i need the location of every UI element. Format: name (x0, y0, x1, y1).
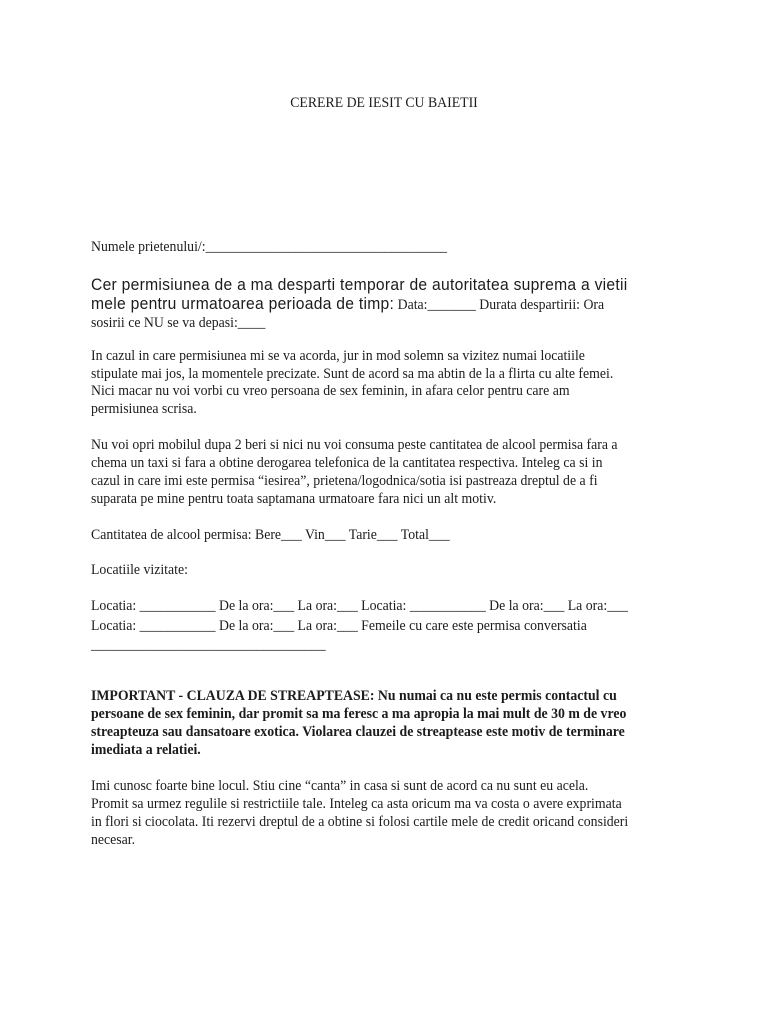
alcohol-allowance-line: Cantitatea de alcool permisa: Bere___ Vin___ Tarie___ Total___ (91, 527, 450, 543)
closing-line: Imi cunosc foarte bine locul. Stiu cine “canta” in casa si sunt de acord ca nu sunt eu acela. (91, 778, 589, 794)
streaptease-clause (91, 687, 626, 759)
oath-line: Nici macar nu voi vorbi cu vreo persoana de sex feminin, in afara celor pentru care am (91, 383, 570, 400)
clause-line: IMPORTANT - CLAUZA DE STREAPTEASE: Nu numai ca nu este permis contactul cu (91, 688, 617, 704)
friend-name-field: Numele prietenului/:___________________________________ (91, 239, 448, 255)
oath-line: In cazul in care permisiunea mi se va acorda, jur in mod solemn sa vizitez numai locatiile (91, 348, 585, 364)
clause-line: persoane de sex feminin, dar promit sa ma feresc a ma apropia la mai mult de 30 m de vreo (91, 706, 627, 722)
alcohol-allowance-section (91, 526, 450, 544)
closing-line: necesar. (91, 832, 136, 848)
permission-request-paragraph (91, 275, 628, 333)
oath-line: permisiunea scrisa. (91, 401, 197, 418)
document-body (91, 0, 661, 1024)
closing-line: Promit sa urmez regulile si restrictiile tale. Inteleg ca asta oricum ma va costa o avere exprimata (91, 796, 622, 812)
closing-line: in flori si ciocolata. Iti rezervi dreptul de a obtine si folosi cartile mele de credit oricand consideri (91, 814, 629, 830)
locations-heading: Locatiile vizitate: (91, 562, 188, 578)
request-line-2 (91, 294, 628, 313)
phone-line: chema un taxi si fara a obtine derogarea telefonica de la cantitatea respectiva. Inteleg ca si in (91, 455, 603, 471)
phone-line: Nu voi opri mobilul dupa 2 beri si nici nu voi consuma peste cantitatea de alcool permisa fara a (91, 437, 618, 453)
friend-name-section (91, 238, 447, 256)
clause-line: streapteuza sau dansatoare exotica. Violarea clauzei de streaptease este motiv de terminare (91, 724, 625, 740)
phone-line: cazul in care imi este permisa “iesirea”, prietena/logodnica/sotia isi pastreaza dreptul de a fi (91, 473, 598, 489)
request-date-duration-text: Data:_______ Durata despartirii: Ora (397, 297, 605, 313)
oath-line: stipulate mai jos, la momentele precizate. Sunt de acord sa ma abtin de la a flirta cu alte femei. (91, 365, 614, 382)
request-return-time-line: sosirii ce NU se va depasi:____ (91, 315, 266, 331)
phone-line: suparata pe mine pentru toata saptamana urmatoare fara nici un alt motiv. (91, 491, 497, 507)
clause-line: imediata a relatiei. (91, 742, 201, 758)
locations-fields (91, 597, 628, 656)
request-line-1: Cer permisiunea de a ma desparti temporar de autoritatea suprema a vietii (91, 275, 628, 294)
location-line: Locatia: ___________ De la ora:___ La ora:___ Locatia: ___________ De la ora:___ La ora:___ (91, 598, 628, 614)
location-line: Locatia: ___________ De la ora:___ La ora:___ Femeile cu care este permisa conversatia (91, 617, 587, 634)
document-title: CERERE DE IESIT CU BAIETII (290, 95, 478, 111)
locations-heading-section (91, 561, 188, 579)
request-period-text: mele pentru urmatoarea perioada de timp: (91, 294, 395, 313)
closing-paragraph (91, 777, 628, 849)
phone-alcohol-paragraph (91, 436, 618, 508)
conversation-blank-line: __________________________________ (91, 637, 326, 653)
oath-paragraph (91, 348, 613, 419)
